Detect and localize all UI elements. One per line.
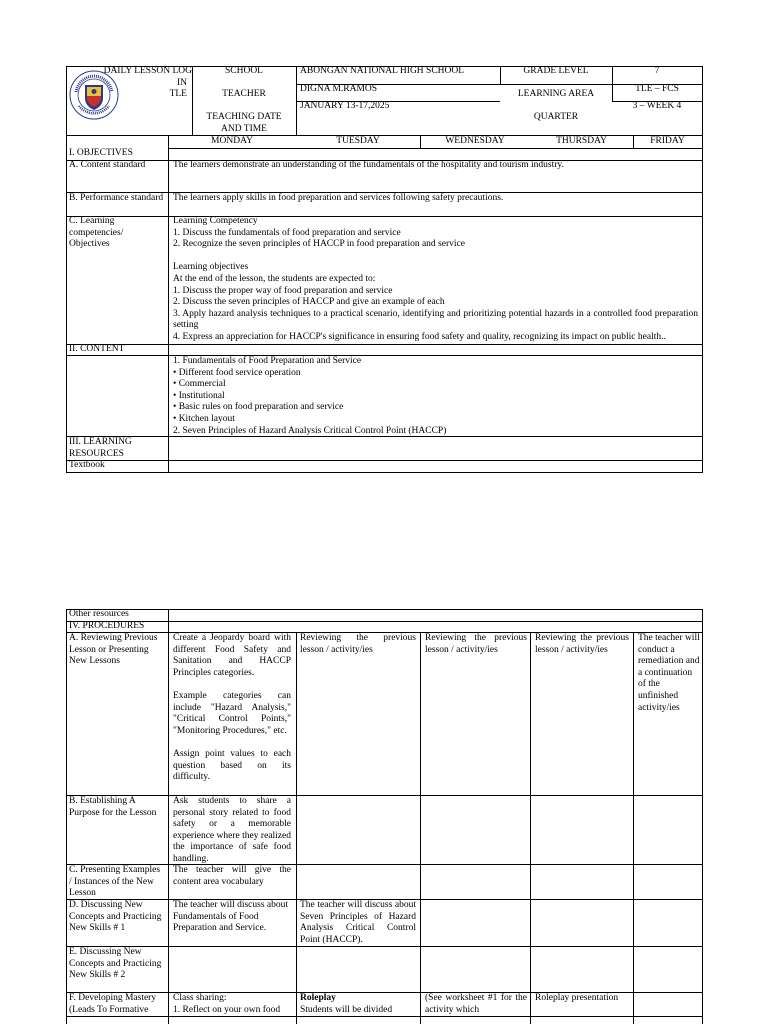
day-thursday: THURSDAY (556, 136, 607, 146)
proc-f-label: F. Developing Mastery (Leads To Formative (69, 993, 157, 1015)
content-line: 1. Fundamentals of Food Preparation and Service (173, 356, 362, 366)
objective-line: 4. Express an appreciation for HACCP's significance in ensuring food safety and quality, recognizing its impact on public health.. (173, 331, 666, 342)
proc-d-monday: The teacher will discuss about Fundamentals of Food Preparation and Service. (173, 900, 289, 934)
objectives-heading: I. OBJECTIVES (69, 148, 133, 158)
procedures-heading: IV. PROCEDURES (69, 621, 145, 631)
area-value: TLE – FCS (635, 84, 679, 94)
proc-f-tuesday: Roleplay Students will be divided (300, 993, 393, 1015)
content-standard-text: The learners demonstrate an understanding of the fundamentals of the hospitality and tourism industry. (173, 160, 564, 170)
objective-line: 2. Discuss the seven principles of HACCP and give an example of each (173, 297, 445, 308)
school-value: ABONGAN NATIONAL HIGH SCHOOL (300, 66, 465, 76)
day-friday: FRIDAY (650, 136, 685, 146)
teacher-label: TEACHER (222, 89, 266, 99)
proc-a-thursday: Reviewing the previous lesson / activity/ies (535, 633, 629, 655)
performance-standard-text: The learners apply skills in food preparation and services following safety precautions. (173, 193, 504, 203)
competencies-label: C. Learning competencies/ Objectives (69, 216, 124, 250)
proc-a-friday: The teacher will conduct a remediation and a continuation of the unfinished activity/ies (638, 633, 700, 713)
textbook-label: Textbook (69, 460, 105, 470)
content-list (173, 356, 698, 437)
quarter-value: 3 – WEEK 4 (632, 101, 682, 111)
performance-standard-label: B. Performance standard (69, 193, 164, 203)
date-label: TEACHING DATE AND TIME (206, 112, 282, 134)
objective-line: 1. Discuss the proper way of food preparation and service (173, 285, 393, 296)
form-title: DAILY LESSON LOG IN TLE (103, 66, 192, 100)
proc-c-monday: The teacher will give the content area vocabulary (173, 865, 291, 887)
objective-line: At the end of the lesson, the students are expected to: (173, 273, 376, 284)
competency-line: 1. Discuss the fundamentals of food preparation and service (173, 227, 401, 238)
proc-b-monday: Ask students to share a personal story related to food safety or a memorable experience where they realized the importance of safe food handling. (173, 796, 291, 864)
competency-line: 2. Recognize the seven principles of HACCP in food preparation and service (173, 239, 465, 250)
content-line: • Different food service operation (173, 367, 301, 378)
resources-heading: III. LEARNING RESOURCES (69, 437, 132, 459)
proc-a-monday-p3: Assign point values to each question based on its difficulty. (173, 748, 291, 783)
content-standard-label: A. Content standard (69, 160, 146, 170)
area-label: LEARNING AREA (517, 89, 595, 99)
day-tuesday: TUESDAY (336, 136, 380, 146)
day-monday: MONDAY (211, 136, 253, 146)
proc-a-monday-p2: Example categories can include "Hazard Analysis," "Critical Control Points," "Monitoring Procedures," etc. (173, 690, 291, 736)
content-line: • Commercial (173, 379, 226, 390)
proc-d-label: D. Discussing New Concepts and Practicing New Skills # 1 (69, 900, 162, 934)
objective-line: Learning objectives (173, 262, 249, 273)
proc-f-thursday: Roleplay presentation (535, 993, 619, 1003)
content-line: • Basic rules on food preparation and service (173, 402, 344, 413)
competency-line (173, 251, 698, 263)
competencies-text (173, 216, 698, 344)
objective-line: 3. Apply hazard analysis techniques to a practical scenario, identifying and prioritizing potential hazards in a controlled food preparation setting (173, 308, 698, 331)
content-line: 2. Seven Principles of Hazard Analysis Critical Control Point (HACCP) (173, 425, 447, 436)
quarter-label: QUARTER (533, 112, 579, 122)
content-line: • Kitchen layout (173, 413, 235, 424)
other-resources-label: Other resources (69, 609, 129, 619)
day-wednesday: WEDNESDAY (445, 136, 505, 146)
content-line: • Institutional (173, 390, 225, 401)
grade-label: GRADE LEVEL (523, 66, 589, 76)
school-label: SCHOOL (224, 66, 263, 76)
content-heading: II. CONTENT (69, 344, 125, 354)
proc-a-tuesday: Reviewing the previous lesson / activity/ies (300, 633, 416, 655)
competency-line: Learning Competency (173, 216, 258, 226)
proc-a-monday (173, 633, 291, 784)
teacher-value: DIGNA M.RAMOS (300, 84, 378, 94)
proc-a-monday-p1: Create a Jeopardy board with different Food Safety and Sanitation and HACCP Principles categories. (173, 633, 291, 678)
proc-d-tuesday: The teacher will discuss about Seven Principles of Hazard Analysis Critical Control Point (HACCP). (300, 900, 416, 945)
proc-f-monday: Class sharing: 1. Reflect on your own food (173, 993, 281, 1015)
proc-a-label: A. Reviewing Previous Lesson or Presenting New Lessons (69, 633, 158, 667)
proc-c-label: C. Presenting Examples / Instances of the New Lesson (69, 865, 161, 899)
proc-e-label: E. Discussing New Concepts and Practicing New Skills # 2 (69, 947, 162, 981)
grade-value: 7 (654, 66, 660, 76)
proc-a-wednesday: Reviewing the previous lesson / activity/ies (425, 633, 527, 655)
proc-b-label: B. Establishing A Purpose for the Lesson (69, 796, 157, 818)
date-value: JANUARY 13-17,2025 (300, 101, 390, 111)
proc-f-wednesday: (See worksheet #1 for the activity which (425, 993, 527, 1015)
